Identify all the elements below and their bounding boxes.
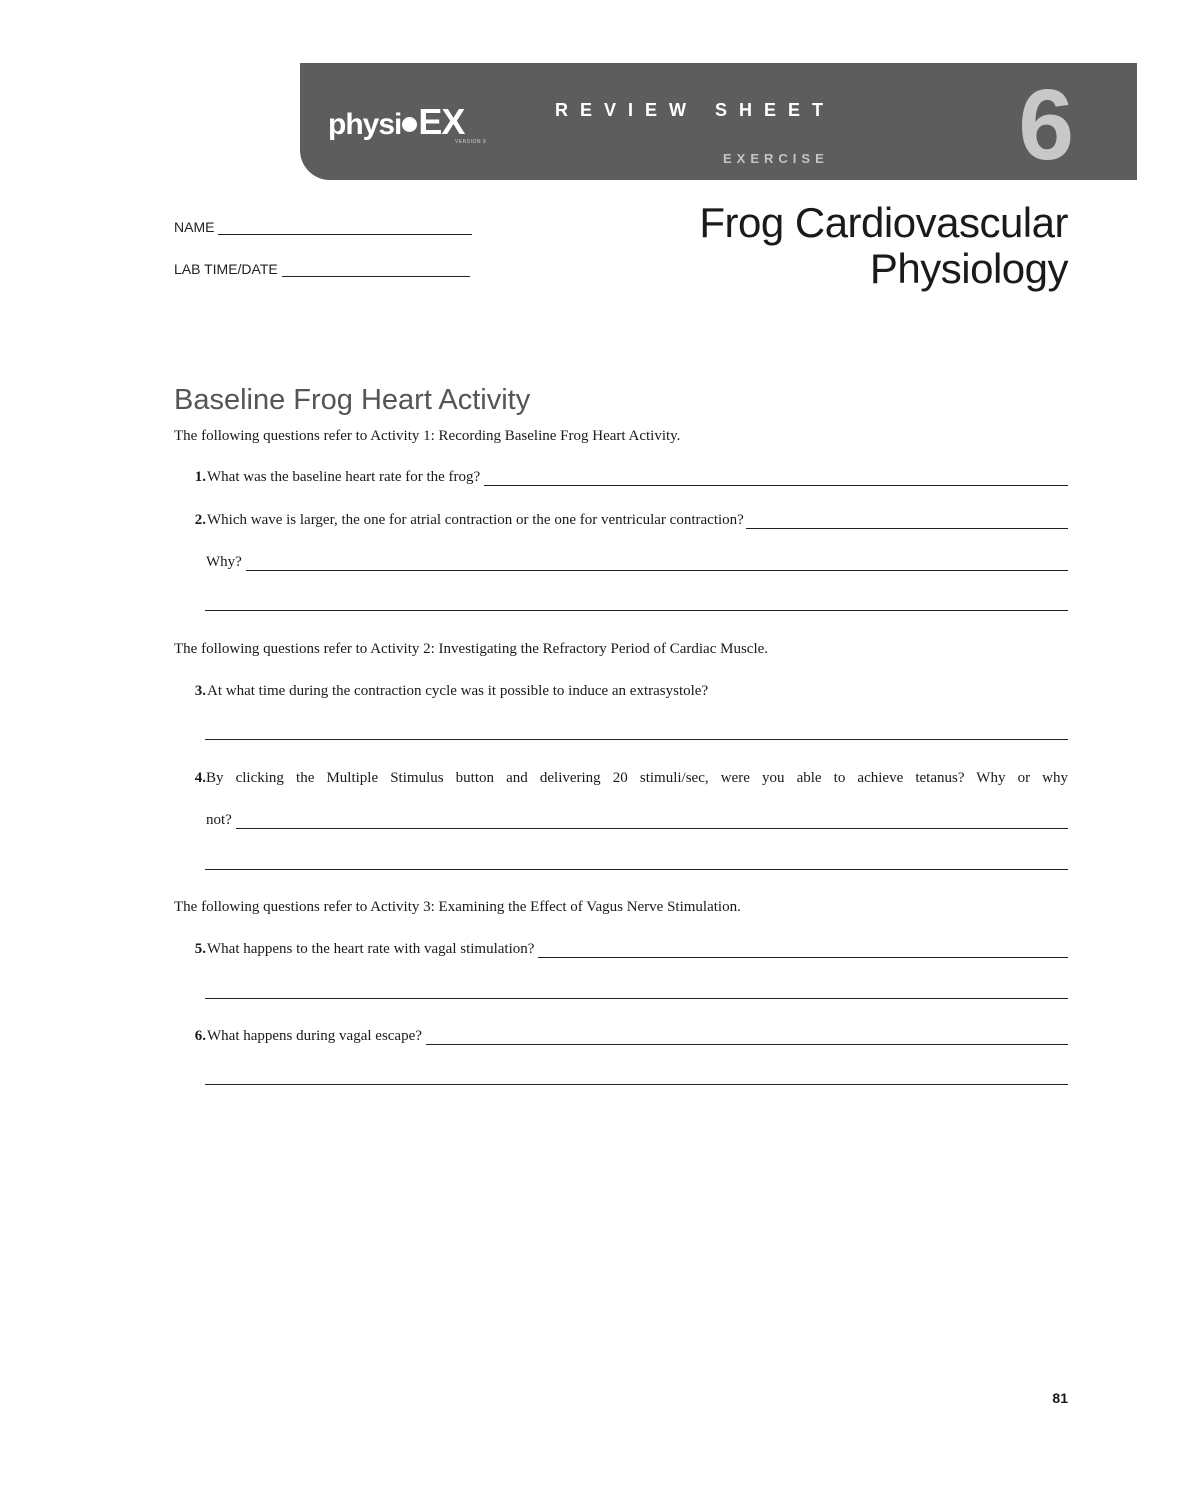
physioex-logo: physi EX (328, 101, 465, 142)
question-number: 5. (194, 941, 206, 957)
exercise-label: EXERCISE (723, 151, 829, 166)
why-label: Why? (206, 554, 242, 570)
labtime-label: LAB TIME/DATE (174, 261, 278, 277)
section-heading: Baseline Frog Heart Activity (174, 384, 531, 416)
question-5 (174, 941, 1068, 958)
answer-line[interactable] (484, 475, 1068, 486)
name-label: NAME (174, 219, 215, 235)
answer-line[interactable] (426, 1034, 1068, 1045)
labtime-line[interactable] (282, 264, 470, 277)
question-5-text: What happens to the heart rate with vagal stimulation? (207, 941, 535, 957)
review-sheet-label: REVIEW SHEET (555, 100, 836, 120)
answer-line[interactable] (205, 998, 1068, 999)
question-1 (174, 469, 1068, 486)
answer-line[interactable] (246, 560, 1068, 571)
activity-3-intro: The following questions refer to Activity 3: Examining the Effect of Vagus Nerve Stimulation. (174, 899, 741, 915)
name-line[interactable] (218, 222, 472, 235)
question-number: 6. (194, 1028, 206, 1044)
activity-1-intro: The following questions refer to Activity 1: Recording Baseline Frog Heart Activity. (174, 428, 681, 444)
header-banner (300, 63, 1137, 180)
page-title (699, 200, 1068, 292)
question-6 (174, 1028, 1068, 1045)
question-2 (174, 512, 1068, 529)
question-3-text: At what time during the contraction cycle was it possible to induce an extrasystole? (207, 683, 709, 699)
question-2-why (174, 554, 1068, 571)
question-number: 1. (194, 469, 206, 485)
name-field[interactable] (174, 219, 472, 235)
activity-2-intro: The following questions refer to Activity 2: Investigating the Refractory Period of Cardiac Muscle. (174, 641, 769, 657)
answer-line[interactable] (205, 610, 1068, 611)
page-number: 81 (1052, 1390, 1068, 1406)
answer-line[interactable] (538, 947, 1068, 958)
question-4-cont-text: not? (206, 812, 232, 828)
question-3 (174, 683, 1068, 700)
question-4-text: By clicking the Multiple Stimulus button and delivering 20 stimuli/sec, were you able to achieve tetanus? Why or why (206, 770, 1068, 786)
question-2-text: Which wave is larger, the one for atrial contraction or the one for ventricular contraction? (207, 512, 744, 528)
labtime-field[interactable] (174, 261, 470, 277)
question-1-text: What was the baseline heart rate for the frog? (207, 469, 481, 485)
answer-line[interactable] (205, 1084, 1068, 1085)
question-6-text: What happens during vagal escape? (207, 1028, 422, 1044)
answer-line[interactable] (236, 818, 1068, 829)
question-number: 2. (194, 512, 206, 528)
question-4-cont (174, 812, 1068, 829)
answer-line[interactable] (205, 869, 1068, 870)
exercise-number: 6 (1018, 69, 1074, 181)
title-line-2: Physiology (869, 245, 1068, 292)
question-number: 4. (194, 770, 206, 786)
answer-line[interactable] (205, 739, 1068, 740)
question-number: 3. (194, 683, 206, 699)
title-line-1: Frog Cardiovascular (699, 199, 1068, 246)
logo-version: VERSION 9 (455, 139, 487, 145)
answer-line[interactable] (746, 518, 1068, 529)
